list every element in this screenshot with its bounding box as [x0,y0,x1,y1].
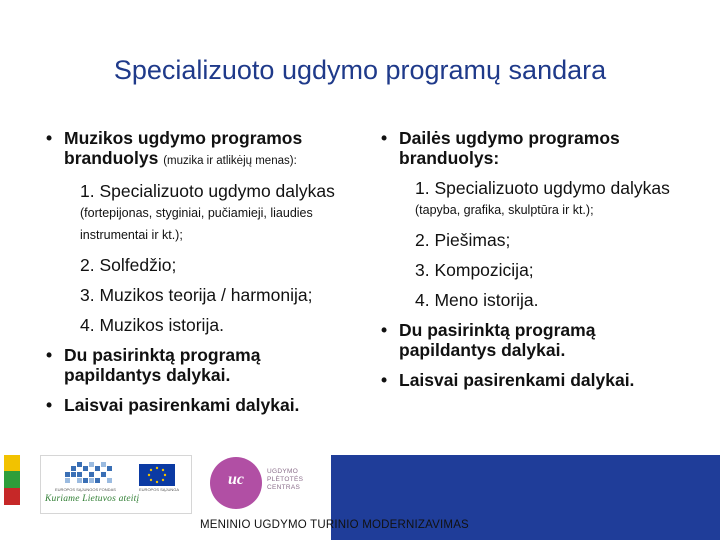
esf-label: EUROPOS SĄJUNGOS FONDAS [55,487,116,492]
strip-green [4,471,20,488]
art-item-2: 2. Piešimas; [415,230,511,250]
strip-red [4,488,20,505]
music-item-3: 3. Muzikos teorija / harmonija; [80,285,313,305]
art-core-heading: • Dailės ugdymo programos branduolys: [375,128,695,168]
music-program-column [40,128,360,425]
slide-title: Specializuoto ugdymo programų sandara [113,55,607,85]
eu-flag-icon [139,464,175,486]
music-core-heading: • Muzikos ugdymo programos branduolys (muzika ir atlikėjų menas): [40,128,360,171]
music-item-2: 2. Solfedžio; [80,255,177,275]
footer-text: MENINIO UGDYMO TURINIO MODERNIZAVIMAS [200,519,469,531]
art-extra-subjects: • Du pasirinktą programą papildantys dalykai. [375,320,695,360]
music-item-1: 1. Specializuoto ugdymo dalykas (fortepijonas, styginiai, pučiamieji, liaudies instrumentai ir kt.); [80,181,335,242]
eu-label: EUROPOS SĄJUNGA [139,487,180,492]
art-item-1: 1. Specializuoto ugdymo dalykas (tapyba, grafika, skulptūra ir kt.); [415,178,670,217]
art-program-column [375,128,695,400]
upc-org-name: UGDYMO PLĖTOTĖS CENTRAS [267,468,304,491]
upc-logo-icon: uc [210,457,262,509]
strip-yellow [4,455,20,471]
art-free-subjects: • Laisvai pasirenkami dalykai. [375,370,695,390]
logo-slogan: Kuriame Lietuvos ateitį [45,494,140,504]
music-free-subjects: • Laisvai pasirenkami dalykai. [40,395,360,415]
music-extra-subjects: • Du pasirinktą programą papildantys dalykai. [40,345,360,385]
art-item-4: 4. Meno istorija. [415,290,539,310]
esf-squares-icon [65,462,115,488]
music-item-4: 4. Muzikos istorija. [80,315,224,335]
art-item-3: 3. Kompozicija; [415,260,534,280]
esf-eu-logo [40,455,192,514]
